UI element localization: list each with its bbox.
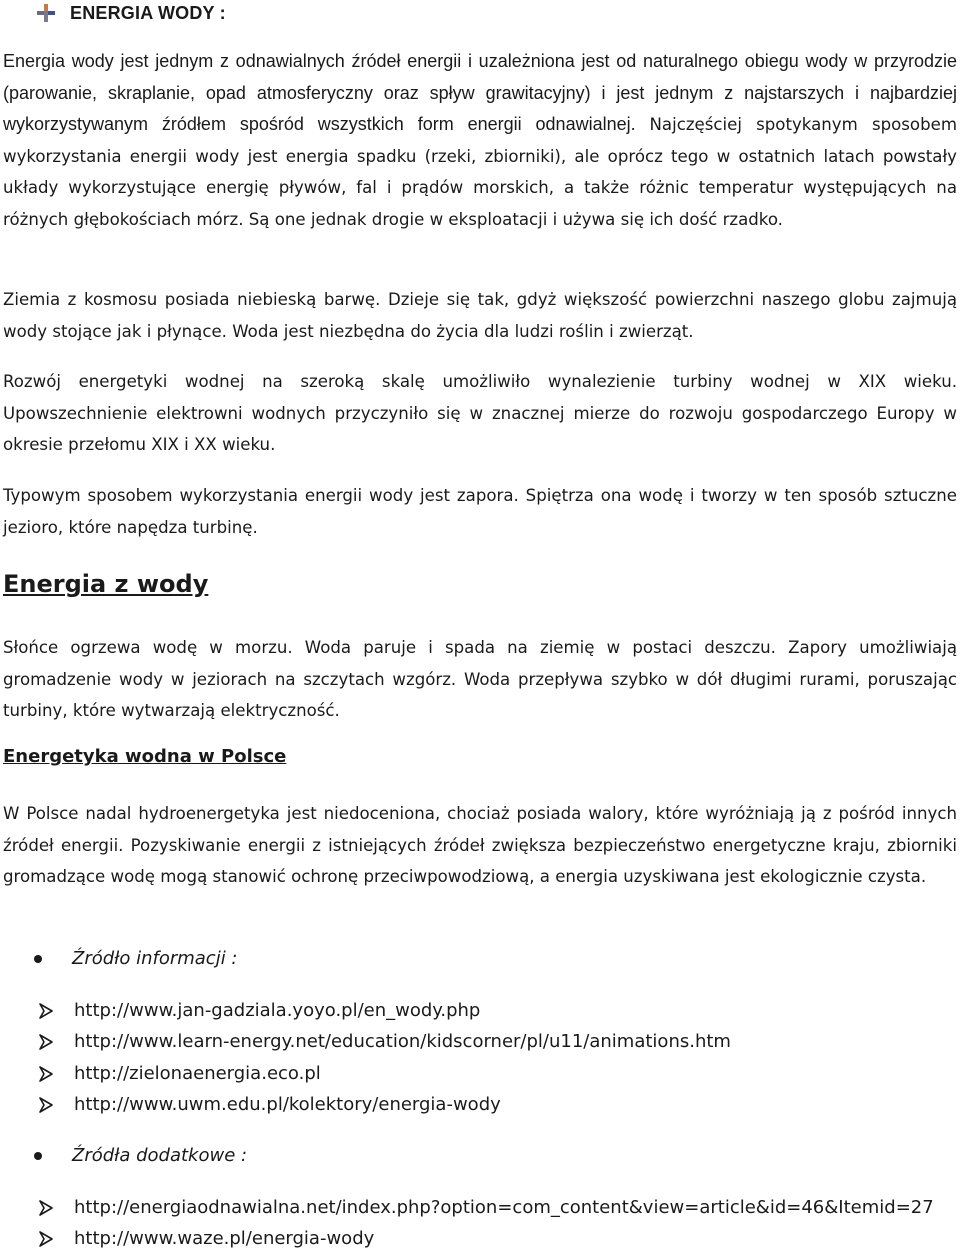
- paragraph-sun: Słońce ogrzewa wodę w morzu. Woda paruje i spada na ziemię w postaci deszczu. Zapory umożliwiają gromadzenie wody w jeziorach na szczytach wzgórz. Woda przepływa szybko w dół długimi rurami, poruszając turbiny, które wytwarzają elektryczność.: [3, 638, 957, 721]
- sources-label: Źródło informacji :: [72, 948, 238, 969]
- extra-source-link-item[interactable]: [38, 1197, 934, 1218]
- bullet-dot-icon: [34, 955, 42, 963]
- arrow-bullet-icon: [38, 1097, 54, 1113]
- plus-bullet-icon: [36, 3, 56, 23]
- arrow-bullet-icon: [38, 1003, 54, 1019]
- section-title: ENERGIA WODY :: [70, 2, 226, 23]
- extra-sources-label: Źródła dodatkowe :: [72, 1145, 248, 1166]
- sources-bullet: [34, 948, 237, 969]
- arrow-bullet-icon: [38, 1034, 54, 1050]
- heading-poland: Energetyka wodna w Polsce: [3, 746, 287, 767]
- paragraph-earth: Ziemia z kosmosu posiada niebieską barwę. Dzieje się tak, gdyż większość powierzchni naszego globu zajmują wody stojące jak i płynące. Woda jest niezbędna do życia dla ludzi roślin i zwierząt.: [3, 290, 957, 341]
- paragraph-intro: Energia wody jest jednym z odnawialnych źródeł energii i uzależniona jest od naturalnego obiegu wody w przyrodzie (parowanie, skraplanie, opad atmosferyczny oraz spływ grawitacyjny) i jest jednym z najstarszych i najbardziej wykorzystywanym źródłem spośród wszystkich form energii odnawialnej. Najczęściej spotykanym sposobem wykorzystania energii wody jest energia spadku (rzeki, zbiorniki), ale oprócz tego w ostatnich latach powstały układy wykorzystujące energię pływów, fal i prądów morskich, a także różnic temperatur występujących na różnych głębokościach mórz. Są one jednak drogie w eksploatacji i używa się ich dość rzadko.: [3, 51, 957, 229]
- source-link-item[interactable]: [38, 1094, 501, 1115]
- arrow-bullet-icon: [38, 1231, 54, 1247]
- extra-source-link-item[interactable]: [38, 1228, 374, 1249]
- paragraph-development: Rozwój energetyki wodnej na szeroką skalę umożliwiło wynalezienie turbiny wodnej w XIX wieku. Upowszechnienie elektrowni wodnych przyczyniło się w znacznej mierze do rozwoju gospodarczego Europy w okresie przełomu XIX i XX wieku.: [3, 372, 957, 455]
- source-link[interactable]: http://www.uwm.edu.pl/kolektory/energia-wody: [74, 1094, 501, 1115]
- section-header: [36, 0, 226, 26]
- heading-energy-from-water: Energia z wody: [3, 570, 209, 598]
- arrow-bullet-icon: [38, 1066, 54, 1082]
- source-link-item[interactable]: [38, 1031, 731, 1052]
- extra-source-link[interactable]: http://www.waze.pl/energia-wody: [74, 1228, 375, 1249]
- source-link[interactable]: http://www.jan-gadziala.yoyo.pl/en_wody.php: [74, 1000, 481, 1021]
- paragraph-dam: Typowym sposobem wykorzystania energii wody jest zapora. Spiętrza ona wodę i tworzy w ten sposób sztuczne jezioro, które napędza turbinę.: [3, 486, 957, 537]
- source-link-item[interactable]: [38, 1000, 480, 1021]
- extra-source-link[interactable]: http://energiaodnawialna.net/index.php?option=com_content&view=article&id=46&Itemid=27: [74, 1197, 934, 1218]
- source-link[interactable]: http://zielonaenergia.eco.pl: [74, 1063, 321, 1084]
- extra-sources-bullet: [34, 1145, 247, 1166]
- source-link-item[interactable]: [38, 1063, 321, 1084]
- arrow-bullet-icon: [38, 1200, 54, 1216]
- bullet-dot-icon: [34, 1152, 42, 1160]
- paragraph-poland: W Polsce nadal hydroenergetyka jest niedoceniona, chociaż posiada walory, które wyróżniają ją z pośród innych źródeł energii. Pozyskiwanie energii z istniejących źródeł zwiększa bezpieczeństwo energetyczne kraju, zbiorniki gromadzące wodę mogą stanowić ochronę przeciwpowodziową, a energia uzyskiwana jest ekologicznie czysta.: [3, 804, 957, 887]
- source-link[interactable]: http://www.learn-energy.net/education/kidscorner/pl/u11/animations.htm: [74, 1031, 731, 1052]
